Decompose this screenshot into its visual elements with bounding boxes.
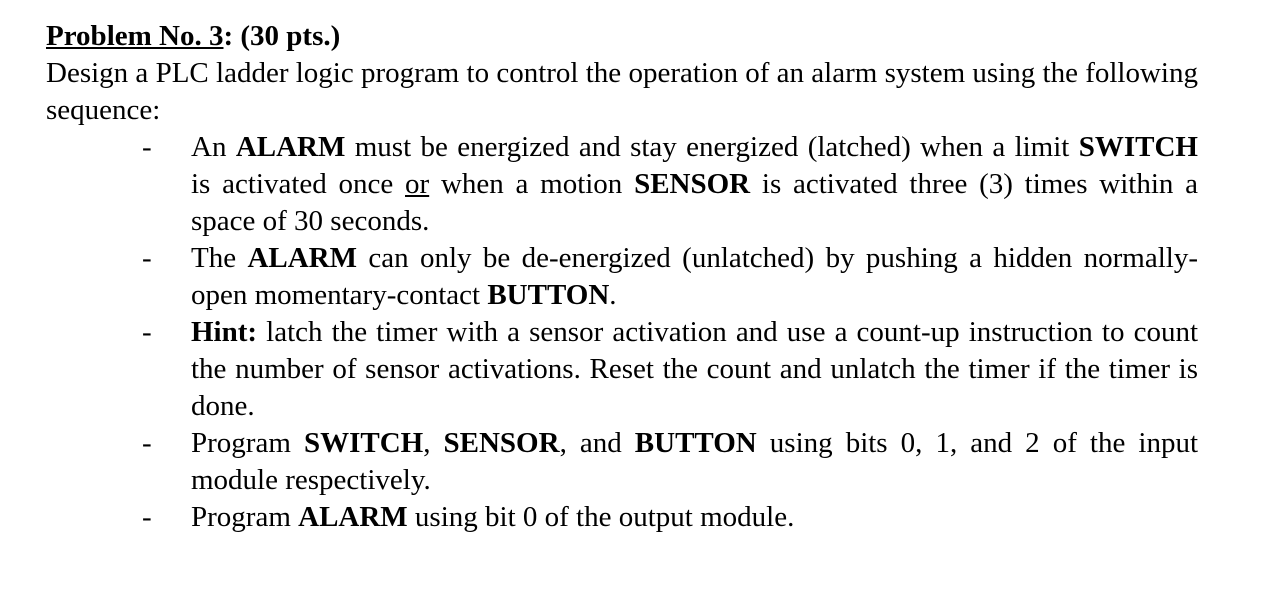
underlined-term: or xyxy=(405,168,430,200)
bold-term: SWITCH xyxy=(1078,131,1198,163)
bold-term: BUTTON xyxy=(487,279,610,311)
bold-term: ALARM xyxy=(235,131,346,163)
list-item xyxy=(46,314,1198,425)
problem-heading xyxy=(46,18,1198,55)
requirements-list xyxy=(46,129,1198,536)
list-item-text xyxy=(191,240,1198,314)
list-item-text xyxy=(191,314,1198,425)
text-run: is activated once xyxy=(191,168,406,200)
bold-term: SENSOR xyxy=(634,168,751,200)
text-run: Program xyxy=(191,501,299,533)
text-run: must be energized and stay energized (latched) when a limit xyxy=(345,131,1079,163)
list-item-text xyxy=(191,129,1198,240)
bullet-dash: - xyxy=(142,316,152,348)
problem-document xyxy=(46,18,1198,536)
bullet-dash: - xyxy=(142,427,152,459)
text-run: Program xyxy=(191,427,304,459)
text-run: is activated three (3) times within a space of 30 seconds. xyxy=(191,168,1199,237)
bullet-dash: - xyxy=(142,131,152,163)
text-run: , xyxy=(423,427,444,459)
text-run: The xyxy=(191,242,248,274)
list-item-text xyxy=(191,425,1198,499)
list-item xyxy=(46,499,1198,536)
text-run: using bit 0 of the output module. xyxy=(407,501,795,533)
bold-term: SWITCH xyxy=(303,427,424,459)
text-run: An xyxy=(191,131,236,163)
text-run: when a motion xyxy=(429,168,635,200)
text-run: can only be de-energized (unlatched) by pushing a hidden normally-open momentary-contact xyxy=(191,242,1199,311)
bold-term: SENSOR xyxy=(443,427,560,459)
text-run: latch the timer with a sensor activation and use a count-up instruction to count the number of sensor activations. Reset the count and unlatch the timer if the timer is done. xyxy=(191,316,1198,422)
bullet-dash: - xyxy=(142,501,152,533)
bold-term: BUTTON xyxy=(634,427,757,459)
list-item-text xyxy=(191,499,1198,536)
bold-term: Hint: xyxy=(191,316,258,348)
text-run: using bits 0, 1, and 2 of the input module respectively. xyxy=(191,427,1199,496)
problem-number: Problem No. 3 xyxy=(46,20,224,52)
list-item xyxy=(46,240,1198,314)
bullet-dash: - xyxy=(142,242,152,274)
problem-intro: Design a PLC ladder logic program to control the operation of an alarm system using the following sequence: xyxy=(46,57,1198,126)
list-item xyxy=(46,129,1198,240)
bold-term: ALARM xyxy=(298,501,408,533)
bold-term: ALARM xyxy=(247,242,357,274)
problem-points: : (30 pts.) xyxy=(223,20,341,52)
text-run: . xyxy=(609,279,617,311)
list-item xyxy=(46,425,1198,499)
text-run: , and xyxy=(559,427,635,459)
